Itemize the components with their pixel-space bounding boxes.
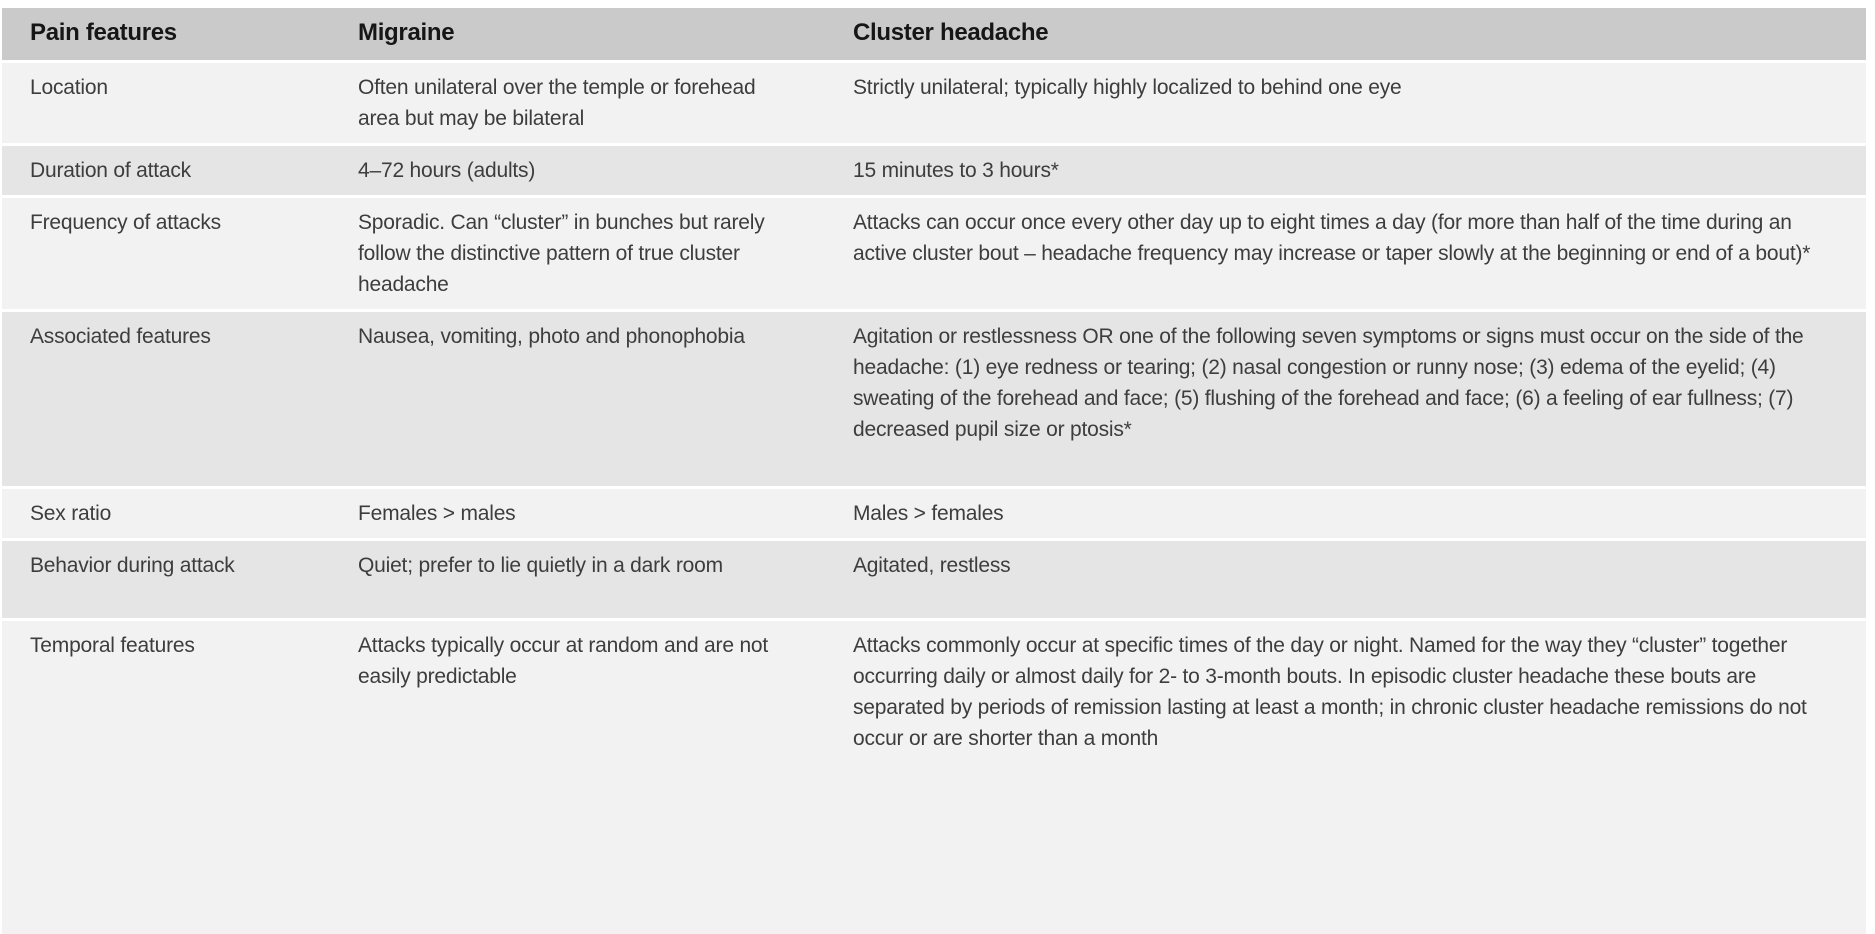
migraine-cell: Attacks typically occur at random and are not easily predictable [330,621,825,934]
cluster-headache-cell: Males > females [825,489,1866,538]
migraine-cell: Sporadic. Can “cluster” in bunches but rarely follow the distinctive pattern of true cluster headache [330,198,825,309]
row-feature-label: Temporal features [2,621,330,934]
migraine-cell: Often unilateral over the temple or forehead area but may be bilateral [330,63,825,143]
table-row [2,312,1866,486]
table-row [2,621,1866,934]
row-feature-label: Frequency of attacks [2,198,330,309]
table-header-row [2,8,1866,60]
table-row [2,541,1866,618]
cluster-headache-cell: 15 minutes to 3 hours* [825,146,1866,195]
row-feature-label: Associated features [2,312,330,486]
row-feature-label: Duration of attack [2,146,330,195]
table-body [2,63,1866,934]
cluster-headache-cell: Attacks commonly occur at specific times of the day or night. Named for the way they “cluster” together occurring daily or almost daily for 2- to 3-month bouts. In episodic cluster headache these bouts are separated by periods of remission lasting at least a month; in chronic cluster headache remissions do not occur or are shorter than a month [825,621,1866,934]
table-row [2,63,1866,143]
table-row [2,146,1866,195]
column-header-migraine: Migraine [330,13,825,55]
cluster-headache-cell: Agitation or restlessness OR one of the following seven symptoms or signs must occur on the side of the headache: (1) eye redness or tearing; (2) nasal congestion or runny nose; (3) edema of the eyelid; (4) sweating of the forehead and face; (5) flushing of the forehead and face; (6) a feeling of ear fullness; (7) decreased pupil size or ptosis* [825,312,1866,486]
row-feature-label: Location [2,63,330,143]
column-header-cluster-headache: Cluster headache [825,13,1866,55]
comparison-table [2,8,1866,916]
migraine-cell: Quiet; prefer to lie quietly in a dark room [330,541,825,618]
migraine-cell: Females > males [330,489,825,538]
row-feature-label: Behavior during attack [2,541,330,618]
cluster-headache-cell: Strictly unilateral; typically highly localized to behind one eye [825,63,1866,143]
migraine-cell: Nausea, vomiting, photo and phonophobia [330,312,825,486]
column-header-pain-features: Pain features [2,13,330,55]
table-row [2,489,1866,538]
cluster-headache-cell: Attacks can occur once every other day up to eight times a day (for more than half of the time during an active cluster bout – headache frequency may increase or taper slowly at the beginning or end of a bout)* [825,198,1866,309]
migraine-cell: 4–72 hours (adults) [330,146,825,195]
table-row [2,198,1866,309]
cluster-headache-cell: Agitated, restless [825,541,1866,618]
row-feature-label: Sex ratio [2,489,330,538]
